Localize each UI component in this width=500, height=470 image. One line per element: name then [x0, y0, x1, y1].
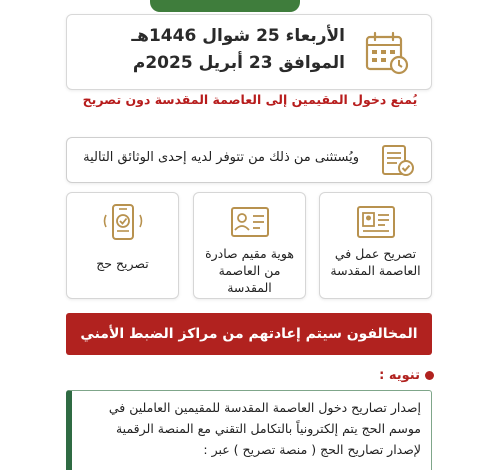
- document-label: تصريح عمل في العاصمة المقدسة: [330, 246, 421, 278]
- violators-banner: المخالفون سيتم إعادتهم من مراكز الضبط الأمني: [66, 313, 432, 355]
- document-label: تصريح حج: [96, 256, 149, 271]
- note-box: [66, 390, 432, 470]
- document-label: هوية مقيم صادرة من العاصمة المقدسة: [205, 246, 294, 295]
- gregorian-date: الموافق 23 أبريل 2025م: [132, 53, 345, 73]
- header-tab: [150, 0, 300, 12]
- entry-ban-notice: يُمنع دخول المقيمين إلى العاصمة المقدسة دون تصريح: [82, 92, 418, 107]
- document-card-work-permit: [319, 192, 432, 299]
- date-text: [85, 23, 345, 77]
- note-title: [379, 368, 434, 383]
- note-body: إصدار تصاريح دخول العاصمة المقدسة للمقيمين العاملين في موسم الحج يتم إلكترونياً بالتكامل التقني مع المنصة الرقمية لإصدار تصاريح الحج ( منصة تصريح ) عبر :: [108, 400, 421, 457]
- resident-id-icon: [229, 203, 271, 241]
- calendar-icon: [363, 29, 411, 77]
- document-card-hajj-permit: [66, 192, 179, 299]
- exceptions-bar: [66, 137, 432, 183]
- document-card-resident-id: [193, 192, 306, 299]
- bullet-icon: [425, 371, 434, 380]
- hijri-date: الأربعاء 25 شوال 1446هـ: [131, 26, 345, 46]
- date-card: [66, 14, 432, 90]
- mobile-permit-icon: [102, 203, 144, 241]
- documents-icon: [377, 144, 417, 178]
- note-title-text: تنويه :: [379, 368, 420, 383]
- work-permit-icon: [355, 203, 397, 241]
- exceptions-text: ويُستثنى من ذلك من تتوفر لديه إحدى الوثائق التالية: [83, 150, 359, 165]
